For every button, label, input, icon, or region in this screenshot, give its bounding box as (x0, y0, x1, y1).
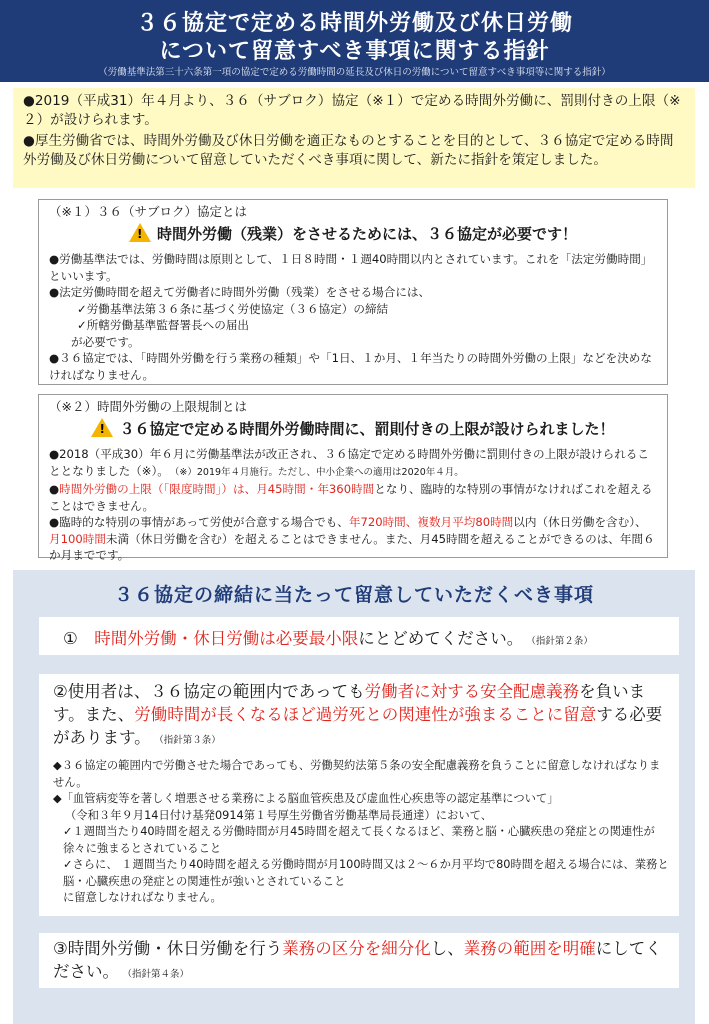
note1-warning (49, 223, 657, 245)
note1-box (38, 199, 668, 385)
note2-bullet-3-c: 未満（休日労働を含む）を超えることはできません。また、月45時間を超えることができるのは、年間６か月までです。 (49, 531, 655, 562)
note2-bullet-3-red2: 月100時間 (49, 531, 106, 546)
item3-ref: （指針第４条） (127, 969, 190, 980)
note2-bullet-2-rest: となり、臨時的な特別の事情がなければこれを超えることはできません。 (49, 482, 653, 513)
note1-check-3: が必要です。 (71, 334, 140, 349)
item2-detail-4: ✓さらに、 １週間当たり40時間を超える労働時間が月100時間又は２～６か月平均で80時間を超える場合には、業務と脳・心臓疾患の発症との関連性が強いとされていること (63, 858, 669, 888)
item2-detail-3: ✓１週間当たり40時間を超える労働時間が月45時間を超えて長くなるほど、業務と脳・心臓疾患の発症との関連性が徐々に強まるとされていること (63, 825, 655, 855)
item2-main (53, 680, 671, 752)
note2-bullet-2-red: 時間外労働の上限（「限度時間」）は、月45時間・年360時間 (59, 482, 375, 496)
note2-bullet-2: ●時間外労働の上限（「限度時間」）は、月45時間・年360時間となり、臨時的な特別の事情がなければこれを超えることはできません。 (49, 482, 653, 513)
item1-ref: （指針第２条） (531, 636, 593, 647)
item3-red2: 業務の範囲を明確 (463, 939, 596, 958)
note1-check-2: ✓所轄労働基準監督署長への届出 (77, 318, 250, 332)
item2-detail-2: ◆「血管病変等を著しく増悪させる業務による脳血管疾患及び虚血性心疾患等の認定基準について」 (53, 792, 559, 805)
item3-b: し、 (430, 939, 464, 958)
item2-card (39, 674, 679, 916)
note2-bullet-3-b: 以内（休日労働を含む）、 (513, 515, 647, 529)
page-header (0, 0, 709, 82)
note2-label: （※２）時間外労働の上限規制とは (49, 399, 247, 414)
item2-red1: 労働者に対する安全配慮義務 (364, 682, 580, 701)
title-line-2: について留意すべき事項に関する指針 (159, 39, 550, 64)
item1-rest: にとどめてください。 (358, 629, 516, 648)
note2-bullet-3-a: ●臨時的な特別の事情があって労使が合意する場合でも、 (49, 515, 349, 529)
note2-bullet-3-red1: 年720時間、複数月平均80時間 (348, 515, 514, 529)
note2-box (38, 394, 668, 562)
item3-main (53, 937, 671, 986)
title-line-1: ３６協定で定める時間外労働及び休日労働 (135, 11, 573, 36)
item2-detail-2-sub: （令和３年９月14日付け基発0914第１号厚生労働省労働基準局長通達）において、 (65, 808, 492, 822)
panel-title: ３６協定の締結に当たって留意していただくべき事項 (113, 584, 594, 606)
intro-paragraph-2: ●厚生労働省では、時間外労働及び休日労働を適正なものとすることを目的として、３６協定で定める時間外労働及び休日労働について留意していただくべき事項に関して、新たに指針を策定しました。 (23, 133, 674, 168)
note1-check-1: ✓労働基準法第３６条に基づく労使協定（３６協定）の締結 (77, 301, 389, 316)
item2-detail-5: に留意しなければなりません。 (63, 891, 222, 904)
item2-ref: （指針第３条） (158, 735, 221, 746)
note2-warning (49, 418, 657, 440)
item3-red1: 業務の区分を細分化 (282, 939, 431, 958)
intro-paragraph-1: ●2019（平成31）年４月より、３６（サブロク）協定（※１）で定める時間外労働に、罰則付きの上限（※２）が設けられます。 (23, 93, 681, 128)
guidelines-panel (13, 570, 695, 1024)
intro-box (13, 88, 695, 188)
item2-c: する必要があります。 (53, 705, 663, 747)
warning-icon: ! (91, 418, 113, 437)
title-subtitle: （労働基準法第三十六条第一項の協定で定める労働時間の延長及び休日の労働について留意すべき事項等に関する指針） (98, 67, 611, 78)
item1-number: ① (63, 629, 78, 648)
item3-card (39, 933, 679, 988)
note2-bullet-1 (49, 446, 657, 481)
note1-bullet-3: ●３６協定では、「時間外労働を行う業務の種類」や「1日、１か月、１年当たりの時間外労働の上限」などを決めなければなりません。 (49, 351, 652, 382)
item3-c: にしてください。 (53, 939, 662, 981)
item1-red: 時間外労働・休日労働は必要最小限 (94, 629, 359, 648)
item1-card (39, 617, 679, 655)
item2-a: ②使用者は、３６協定の範囲内であっても (53, 682, 365, 701)
note2-bullet-1-note: （※）2019年４月施行。ただし、中小企業への適用は2020年４月。 (174, 466, 464, 478)
item3-a: ③時間外労働・休日労働を行う (53, 939, 283, 958)
note2-bullet-3 (49, 514, 657, 564)
item2-b: を負います。また、 (53, 682, 646, 724)
item2-red2: 労働時間が長くなるほど過労死との関連性が強まることに留意 (134, 705, 597, 724)
note1-label: （※１）３６（サブロク）協定とは (49, 204, 247, 219)
note1-warning-text: 時間外労働（残業）をさせるためには、３６協定が必要です！ (156, 225, 577, 243)
note1-bullet-2: ●法定労働時間を超えて労働者に時間外労働（残業）をさせる場合には、 (49, 285, 431, 299)
note2-warning-text: ３６協定で定める時間外労働時間に、罰則付きの上限が設けられました！ (119, 420, 615, 438)
note2-bullet-1-text: ●2018（平成30）年６月に労働基準法が改正され、３６協定で定める時間外労働に罰則付きの上限が設けられることとなりました（※）。 (49, 447, 649, 478)
warning-icon: ! (129, 223, 151, 242)
item2-detail-1: ◆３６協定の範囲内で労働させた場合であっても、労働契約法第５条の安全配慮義務を負うことに留意しなければなりません。 (53, 759, 661, 789)
note1-bullet-1: ●労働基準法では、労働時間は原則として、１日８時間・１週40時間以内とされています。これを「法定労働時間」といいます。 (49, 252, 653, 283)
